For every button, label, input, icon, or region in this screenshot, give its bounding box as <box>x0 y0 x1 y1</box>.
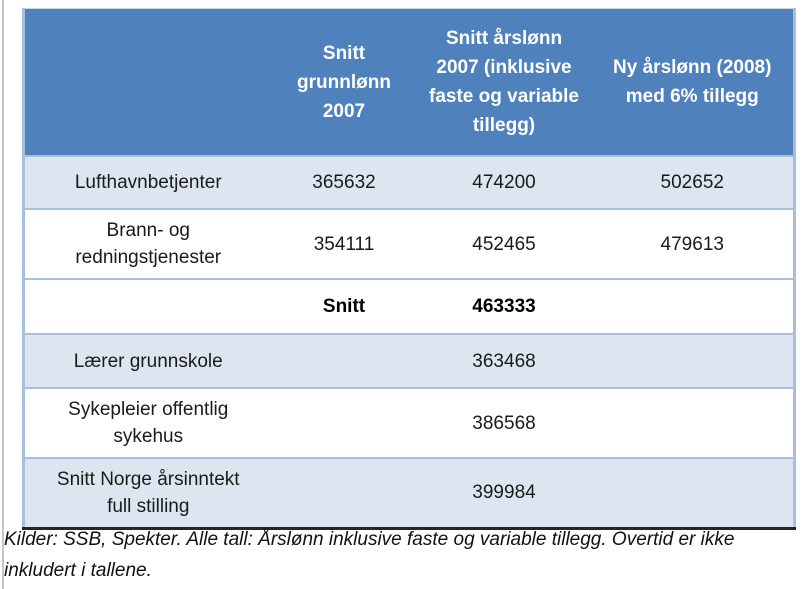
value-cell: 386568 <box>472 412 536 434</box>
value-cell <box>592 279 795 334</box>
salary-comparison-table <box>22 8 796 530</box>
value-cell <box>272 388 417 458</box>
value-cell <box>592 458 795 528</box>
value-cell: 365632 <box>312 172 376 193</box>
value-cell: 363468 <box>472 350 536 372</box>
value-cell: 452465 <box>472 233 536 255</box>
header-cell-category <box>24 9 272 157</box>
row-brann-og-redningstjenester <box>24 209 795 279</box>
row-label-cell <box>24 279 272 334</box>
value-cell <box>592 334 795 388</box>
row-laerer-grunnskole <box>24 334 795 388</box>
value-cell <box>272 458 417 528</box>
row-lufthavnbetjenter <box>24 156 795 209</box>
header-cell-ny-arslonn-2008: Ny årslønn (2008) med 6% tillegg <box>592 9 795 157</box>
table-body <box>24 156 795 528</box>
header-row <box>24 9 795 157</box>
value-cell: 354111 <box>313 233 375 255</box>
value-cell: 399984 <box>472 482 536 504</box>
row-snitt-norge-arsinntekt <box>24 458 795 528</box>
header-cell-snitt-arslonn-2007: Snitt årslønn 2007 (inklusive faste og variable tillegg) <box>417 9 592 157</box>
page-edge-divider <box>2 0 4 589</box>
row-label-cell: Lærer grunnskole <box>73 350 223 372</box>
row-label-cell: Snitt Norge årsinntekt full stilling <box>56 468 240 517</box>
row-snitt-total <box>24 279 795 334</box>
row-label-cell: Brann- og redningstjenester <box>75 220 222 268</box>
row-label-cell: Sykepleier offentlig sykehus <box>68 399 229 447</box>
row-sykepleier-offentlig-sykehus <box>24 388 795 458</box>
table-header <box>24 9 795 157</box>
value-cell: 502652 <box>660 172 724 193</box>
total-label-cell: Snitt <box>322 296 366 317</box>
source-note: Kilder: SSB, Spekter. Alle tall: Årslønn inklusive faste og variable tillegg. Overtid er ikke inkludert i tallene. <box>4 529 735 581</box>
value-cell: 479613 <box>660 233 724 255</box>
header-cell-snitt-grunnlonn-2007: Snitt grunnlønn 2007 <box>272 9 417 157</box>
value-cell <box>592 388 795 458</box>
value-cell: 474200 <box>472 172 536 193</box>
value-cell <box>272 334 417 388</box>
total-value-cell: 463333 <box>472 296 536 317</box>
row-label-cell: Lufthavnbetjenter <box>74 172 222 193</box>
